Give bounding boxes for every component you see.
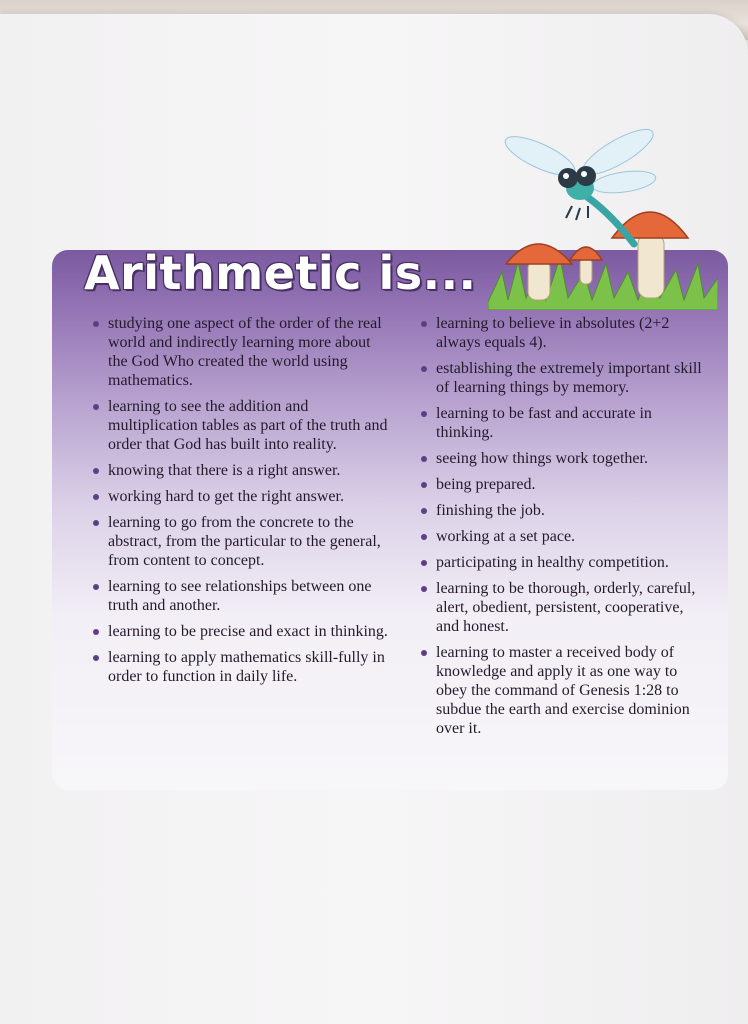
list-item: learning to go from the concrete to the abstract, from the particular to the general, from content to concept. [92, 513, 392, 570]
list-item: learning to be precise and exact in thinking. [92, 622, 392, 641]
page-title: Arithmetic is... [84, 246, 477, 300]
list-item: working hard to get the right answer. [92, 487, 392, 506]
list-item: learning to master a received body of knowledge and apply it as one way to obey the command of Genesis 1:28 to subdue the earth and exercise dominion over it. [420, 643, 705, 738]
list-item: learning to apply mathematics skill-fully in order to function in daily life. [92, 648, 392, 686]
list-item: participating in healthy competition. [420, 553, 705, 572]
bullet-list-right [420, 314, 705, 745]
list-item: learning to see the addition and multiplication tables as part of the truth and order that God has built into reality. [92, 397, 392, 454]
illustration [488, 122, 718, 310]
bullet-list-left [92, 314, 392, 693]
list-item: studying one aspect of the order of the real world and indirectly learning more about the God Who created the world using mathematics. [92, 314, 392, 390]
list-item: learning to believe in absolutes (2+2 always equals 4). [420, 314, 705, 352]
list-item: knowing that there is a right answer. [92, 461, 392, 480]
list-item: learning to be fast and accurate in thinking. [420, 404, 705, 442]
list-item: seeing how things work together. [420, 449, 705, 468]
list-item: working at a set pace. [420, 527, 705, 546]
grass-icon [488, 258, 718, 310]
list-item: learning to be thorough, orderly, careful, alert, obedient, persistent, cooperative, and honest. [420, 579, 705, 636]
list-item: establishing the extremely important skill of learning things by memory. [420, 359, 705, 397]
list-item: finishing the job. [420, 501, 705, 520]
list-item: learning to see relationships between one truth and another. [92, 577, 392, 615]
list-item: being prepared. [420, 475, 705, 494]
